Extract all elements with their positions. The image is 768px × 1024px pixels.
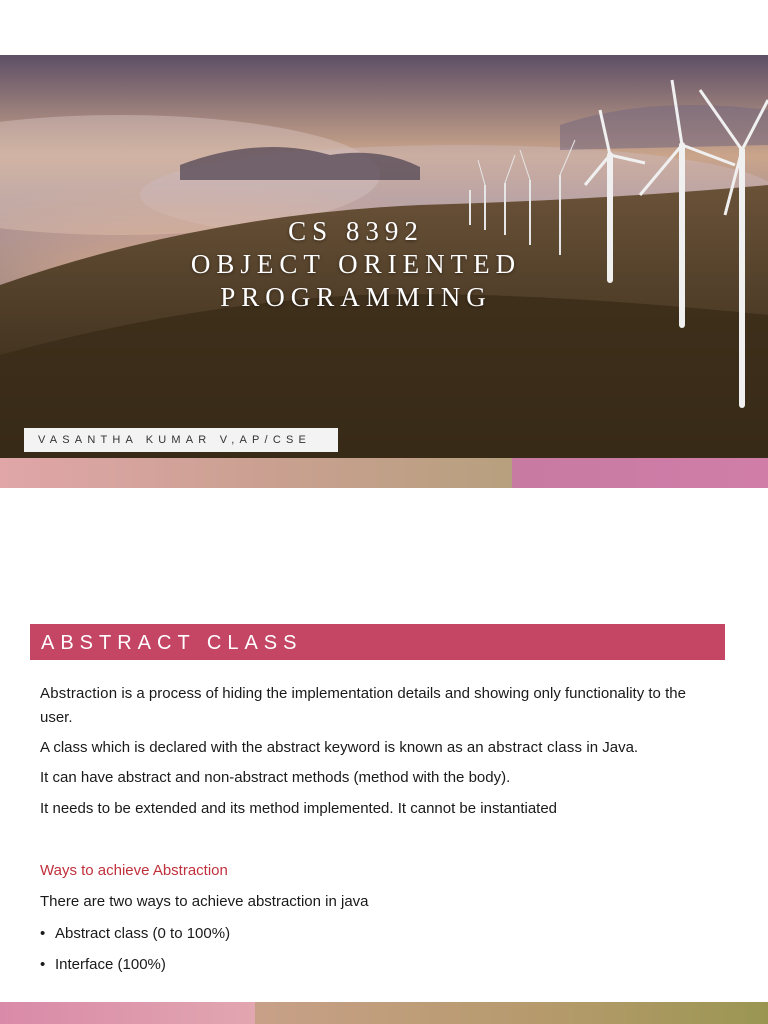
list-item — [40, 922, 230, 946]
subheading-ways: Ways to achieve Abstraction — [40, 862, 228, 879]
title-slide-footer-band — [0, 458, 768, 488]
section-heading-bar — [30, 624, 725, 660]
course-name-line-1: OBJECT ORIENTED — [190, 249, 522, 279]
footer-band-right — [255, 1002, 768, 1024]
paragraph-text: in Java. — [582, 739, 639, 756]
course-name-line-2: PROGRAMMING — [220, 282, 492, 312]
term-abstraction: Abstraction — [40, 685, 118, 702]
wind-turbine-landscape-photo — [0, 55, 768, 458]
term-abstract-class: abstract class — [487, 739, 583, 756]
author-label: VASANTHA KUMAR V,AP/CSE — [24, 428, 338, 452]
footer-band-left — [0, 458, 512, 488]
course-code: CS 8392 — [288, 216, 424, 246]
list-item — [40, 953, 166, 977]
bullet-icon: • — [40, 956, 46, 973]
bullet-icon: • — [40, 925, 46, 942]
paragraph-abstraction-definition — [40, 682, 720, 730]
title-slide — [0, 55, 768, 488]
footer-band-right — [512, 458, 768, 488]
footer-band-left — [0, 1002, 255, 1024]
paragraph-two-ways: There are two ways to achieve abstraction in java — [40, 893, 369, 910]
section-heading: ABSTRACT CLASS — [41, 632, 303, 654]
slide-footer-band — [0, 1002, 768, 1024]
list-item-text: Abstract class (0 to 100%) — [55, 925, 231, 942]
paragraph-text: is a process of hiding the implementation details and showing only functionality to the user. — [40, 685, 686, 726]
deck-title — [0, 215, 712, 314]
list-item-text: Interface (100%) — [55, 956, 166, 973]
paragraph-instantiation: It needs to be extended and its method implemented. It cannot be instantiated — [40, 800, 558, 817]
paragraph-text: A class which is declared with the abstract keyword is known as an — [40, 739, 488, 756]
paragraph-methods: It can have abstract and non-abstract methods (method with the body). — [40, 769, 511, 786]
paragraph-abstract-class — [40, 736, 638, 760]
